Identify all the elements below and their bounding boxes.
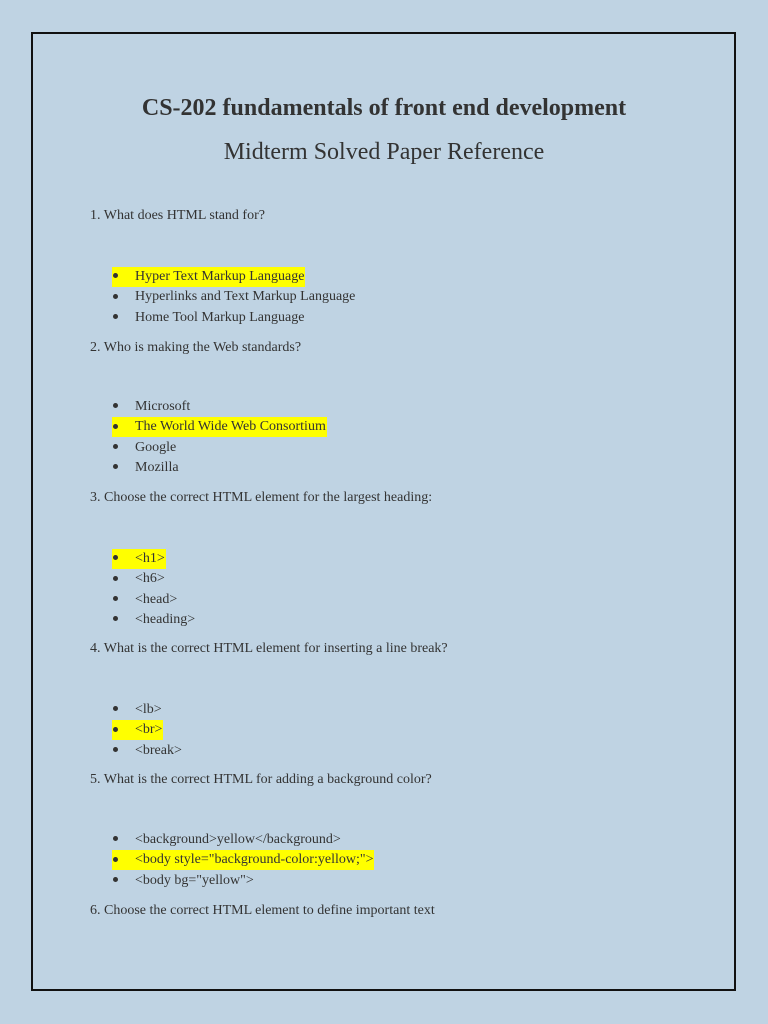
bullet-icon <box>112 830 135 850</box>
bullet-icon <box>112 590 135 610</box>
list-item <box>112 741 183 761</box>
option-label: <body style="background-color:yellow;"> <box>135 852 374 868</box>
list-item <box>112 308 356 328</box>
answer-highlight <box>112 267 305 287</box>
answer-highlight <box>112 569 166 589</box>
answer-highlight <box>112 397 191 417</box>
answer-highlight <box>112 610 196 630</box>
bullet-icon <box>112 610 135 630</box>
answer-highlight <box>112 700 163 720</box>
list-item <box>112 549 196 569</box>
list-item <box>112 397 327 417</box>
answer-highlight <box>112 850 374 870</box>
list-item <box>112 569 196 589</box>
bullet-icon <box>112 438 135 458</box>
question-1: 1. What does HTML stand for? <box>90 208 265 223</box>
answer-highlight <box>112 458 180 478</box>
bullet-icon <box>112 287 135 307</box>
question-3-options <box>112 549 196 631</box>
bullet-icon <box>112 267 135 287</box>
option-label: The World Wide Web Consortium <box>135 419 326 435</box>
bullet-icon <box>112 850 135 870</box>
list-item <box>112 590 196 610</box>
option-label: Hyper Text Markup Language <box>135 269 305 284</box>
bullet-icon <box>112 741 135 761</box>
bullet-icon <box>112 569 135 589</box>
question-4-options <box>112 700 183 761</box>
bullet-icon <box>112 871 135 891</box>
bullet-icon <box>112 720 135 740</box>
answer-highlight <box>112 720 163 740</box>
bullet-icon <box>112 308 135 328</box>
answer-highlight <box>112 438 177 458</box>
option-label: <h1> <box>135 551 165 566</box>
question-2-options <box>112 397 327 479</box>
list-item <box>112 871 374 891</box>
bullet-icon <box>112 458 135 478</box>
list-item <box>112 830 374 850</box>
question-1-options <box>112 267 356 328</box>
answer-highlight <box>112 308 305 328</box>
option-label: Google <box>135 439 177 455</box>
answer-highlight <box>112 549 166 569</box>
list-item <box>112 417 327 437</box>
list-item <box>112 438 327 458</box>
option-label: <heading> <box>135 612 196 628</box>
answer-highlight <box>112 417 327 437</box>
answer-highlight <box>112 590 178 610</box>
list-item <box>112 720 183 740</box>
option-label: Hyperlinks and Text Markup Language <box>135 289 356 305</box>
question-2: 2. Who is making the Web standards? <box>90 340 302 355</box>
bullet-icon <box>112 549 135 569</box>
document-title: CS-202 fundamentals of front end development <box>141 95 627 121</box>
option-label: <lb> <box>135 702 162 717</box>
question-4: 4. What is the correct HTML element for inserting a line break? <box>90 641 448 656</box>
option-label: <br> <box>135 722 163 738</box>
option-label: Home Tool Markup Language <box>135 309 305 325</box>
option-label: <break> <box>135 742 182 758</box>
answer-highlight <box>112 741 183 761</box>
document-subtitle: Midterm Solved Paper Reference <box>223 139 545 165</box>
option-label: <body bg="yellow"> <box>135 872 254 888</box>
question-5-options <box>112 830 374 891</box>
option-label: <h6> <box>135 571 165 587</box>
bullet-icon <box>112 397 135 417</box>
bullet-icon <box>112 700 135 720</box>
list-item <box>112 458 327 478</box>
list-item <box>112 267 356 287</box>
answer-highlight <box>112 287 356 307</box>
option-label: <head> <box>135 591 178 607</box>
list-item <box>112 610 196 630</box>
option-label: <background>yellow</background> <box>135 832 341 847</box>
option-label: Mozilla <box>135 460 179 476</box>
list-item <box>112 850 374 870</box>
bullet-icon <box>112 417 135 437</box>
question-5: 5. What is the correct HTML for adding a background color? <box>90 772 432 787</box>
answer-highlight <box>112 830 342 850</box>
answer-highlight <box>112 871 255 891</box>
list-item <box>112 700 183 720</box>
option-label: Microsoft <box>135 399 191 414</box>
list-item <box>112 287 356 307</box>
question-6: 6. Choose the correct HTML element to define important text <box>90 903 435 918</box>
question-3: 3. Choose the correct HTML element for the largest heading: <box>90 490 433 505</box>
